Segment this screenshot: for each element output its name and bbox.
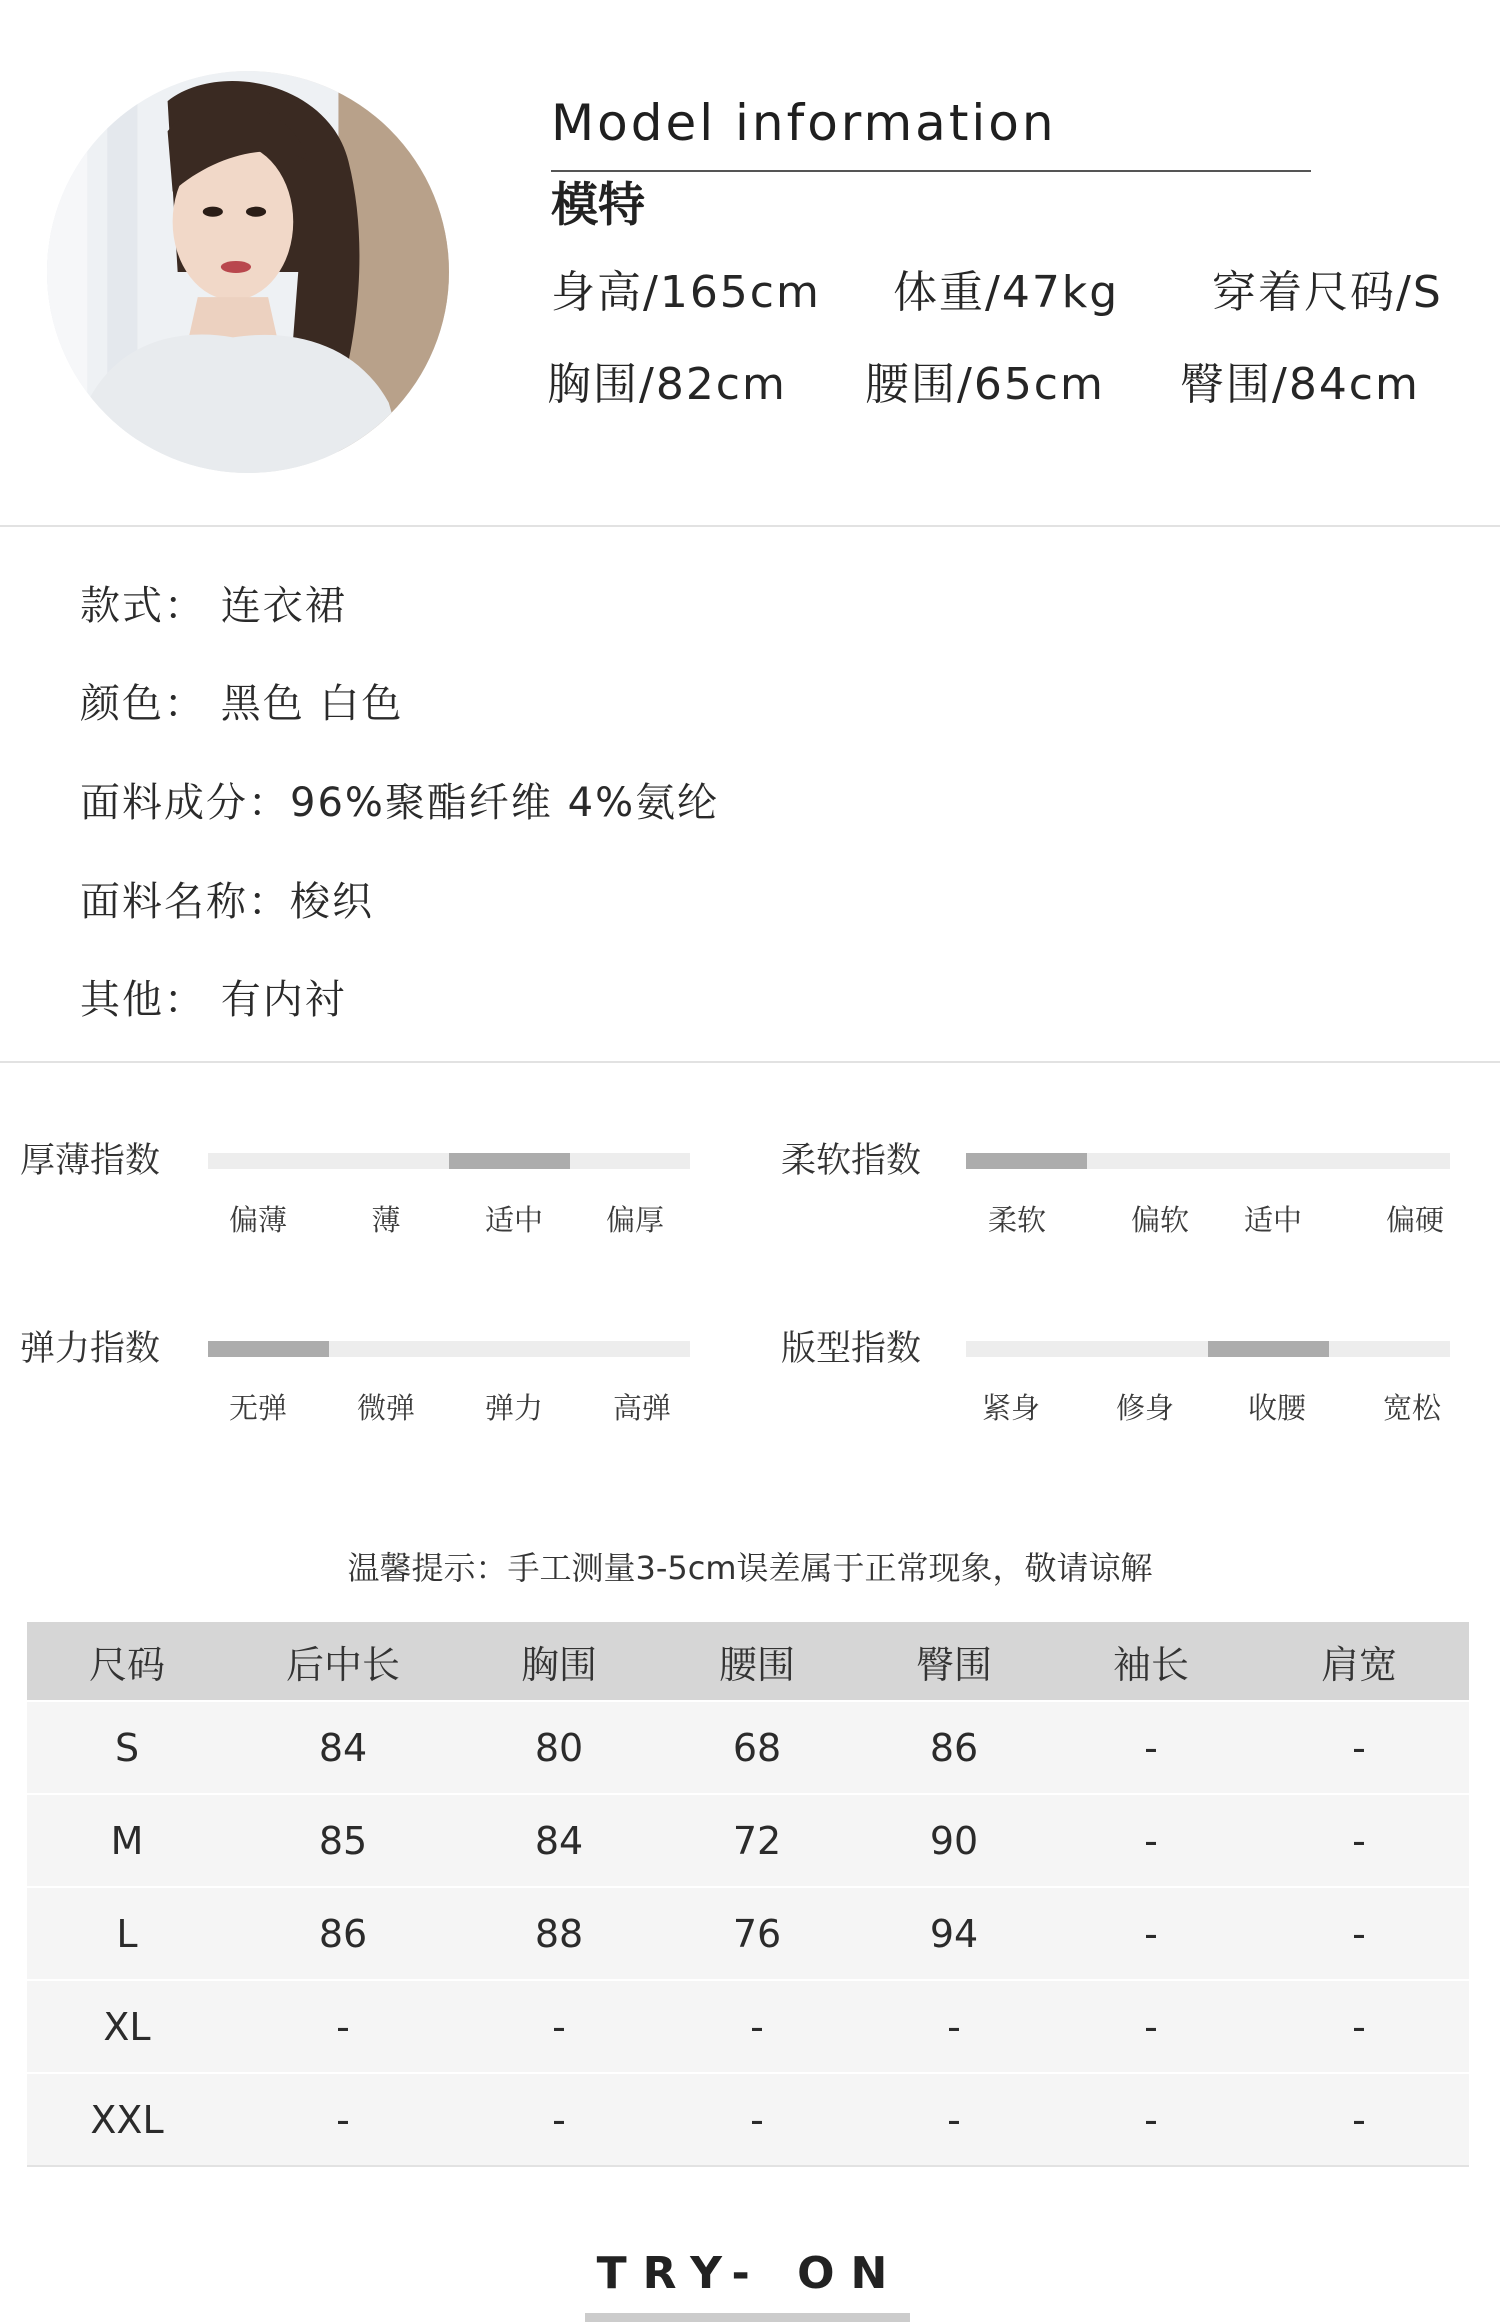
model-cn-title: 模特	[551, 178, 645, 233]
index-label: 偏软	[1130, 1203, 1190, 1237]
table-cell: -	[459, 2073, 659, 2166]
softness-index-track	[966, 1153, 1450, 1169]
index-label: 薄	[371, 1203, 401, 1237]
table-cell: 80	[459, 1701, 659, 1794]
table-cell: 84	[227, 1701, 459, 1794]
index-label: 无弹	[228, 1391, 288, 1425]
elasticity-index-fill	[208, 1341, 329, 1357]
header-cell: 袖长	[1053, 1622, 1249, 1701]
fit-index-title: 版型指数	[781, 1329, 922, 1369]
header-cell: 腰围	[659, 1622, 855, 1701]
table-cell: XXL	[27, 2073, 227, 2166]
model-size: 穿着尺码/S	[1212, 267, 1443, 318]
size-table	[27, 1622, 1469, 2167]
fit-index-fill	[1208, 1341, 1329, 1357]
table-cell: -	[855, 1980, 1053, 2073]
table-row	[27, 2073, 1469, 2166]
table-cell: -	[1249, 1794, 1469, 1887]
model-info-title: Model information	[551, 94, 1057, 152]
model-weight: 体重/47kg	[893, 267, 1120, 318]
index-label: 适中	[484, 1203, 544, 1237]
index-label: 偏厚	[605, 1203, 665, 1237]
info-other: 其他： 有内衬	[80, 977, 347, 1023]
index-label: 宽松	[1382, 1391, 1442, 1425]
index-label: 紧身	[981, 1391, 1041, 1425]
section-divider	[0, 1061, 1500, 1063]
table-cell: -	[1249, 1887, 1469, 1980]
model-height: 身高/165cm	[551, 267, 821, 318]
table-row	[27, 1887, 1469, 1980]
table-cell: -	[227, 1980, 459, 2073]
table-cell: 86	[227, 1887, 459, 1980]
elasticity-index-title: 弹力指数	[20, 1329, 161, 1369]
table-cell: -	[1249, 1701, 1469, 1794]
table-cell: 72	[659, 1794, 855, 1887]
header-cell: 肩宽	[1249, 1622, 1469, 1701]
model-portrait-illustration	[47, 71, 449, 473]
table-cell: -	[1053, 1794, 1249, 1887]
table-header-row	[27, 1622, 1469, 1701]
softness-index-fill	[966, 1153, 1087, 1169]
thickness-index-fill	[449, 1153, 570, 1169]
index-label: 弹力	[484, 1391, 544, 1425]
elasticity-index-track	[208, 1341, 690, 1357]
header-cell: 臀围	[855, 1622, 1053, 1701]
table-cell: -	[659, 1980, 855, 2073]
table-cell: 90	[855, 1794, 1053, 1887]
model-waist: 腰围/65cm	[865, 359, 1105, 410]
table-row	[27, 1980, 1469, 2073]
table-cell: -	[1053, 1980, 1249, 2073]
title-underline	[551, 170, 1311, 172]
table-cell: 94	[855, 1887, 1053, 1980]
index-label: 偏薄	[228, 1203, 288, 1237]
index-label: 微弹	[356, 1391, 416, 1425]
table-cell: -	[227, 2073, 459, 2166]
header-cell: 尺码	[27, 1622, 227, 1701]
table-cell: 76	[659, 1887, 855, 1980]
index-label: 收腰	[1247, 1391, 1307, 1425]
table-cell: 68	[659, 1701, 855, 1794]
index-label: 偏硬	[1385, 1203, 1445, 1237]
table-cell: -	[659, 2073, 855, 2166]
info-fabric: 面料成分：96%聚酯纤维 4%氨纶	[80, 780, 720, 826]
index-label: 高弹	[612, 1391, 672, 1425]
table-cell: XL	[27, 1980, 227, 2073]
model-bust: 胸围/82cm	[547, 359, 787, 410]
index-label: 修身	[1115, 1391, 1175, 1425]
table-cell: -	[855, 2073, 1053, 2166]
table-cell: 86	[855, 1701, 1053, 1794]
thickness-index-track	[208, 1153, 690, 1169]
table-row	[27, 1701, 1469, 1794]
info-color: 颜色： 黑色 白色	[80, 681, 404, 727]
try-on-underline	[585, 2313, 910, 2322]
section-divider	[0, 525, 1500, 527]
info-fabric-name: 面料名称：梭织	[80, 879, 374, 925]
softness-index-title: 柔软指数	[781, 1141, 922, 1181]
table-cell: -	[1249, 2073, 1469, 2166]
header-cell: 后中长	[227, 1622, 459, 1701]
table-cell: L	[27, 1887, 227, 1980]
table-cell: M	[27, 1794, 227, 1887]
info-style: 款式： 连衣裙	[80, 583, 347, 629]
table-cell: 84	[459, 1794, 659, 1887]
index-label: 适中	[1243, 1203, 1303, 1237]
header-cell: 胸围	[459, 1622, 659, 1701]
index-label: 柔软	[987, 1203, 1047, 1237]
table-cell: -	[1053, 1701, 1249, 1794]
measurement-tip: 温馨提示：手工测量3-5cm误差属于正常现象，敬请谅解	[347, 1549, 1153, 1587]
table-cell: -	[1249, 1980, 1469, 2073]
table-cell: S	[27, 1701, 227, 1794]
fit-index-track	[966, 1341, 1450, 1357]
table-cell: -	[459, 1980, 659, 2073]
table-cell: 88	[459, 1887, 659, 1980]
table-row	[27, 1794, 1469, 1887]
table-cell: -	[1053, 1887, 1249, 1980]
table-cell: 85	[227, 1794, 459, 1887]
model-photo	[47, 71, 449, 473]
model-hip: 臀围/84cm	[1180, 359, 1420, 410]
try-on-heading: TRY- ON	[596, 2248, 904, 2299]
table-cell: -	[1053, 2073, 1249, 2166]
thickness-index-title: 厚薄指数	[20, 1141, 161, 1181]
